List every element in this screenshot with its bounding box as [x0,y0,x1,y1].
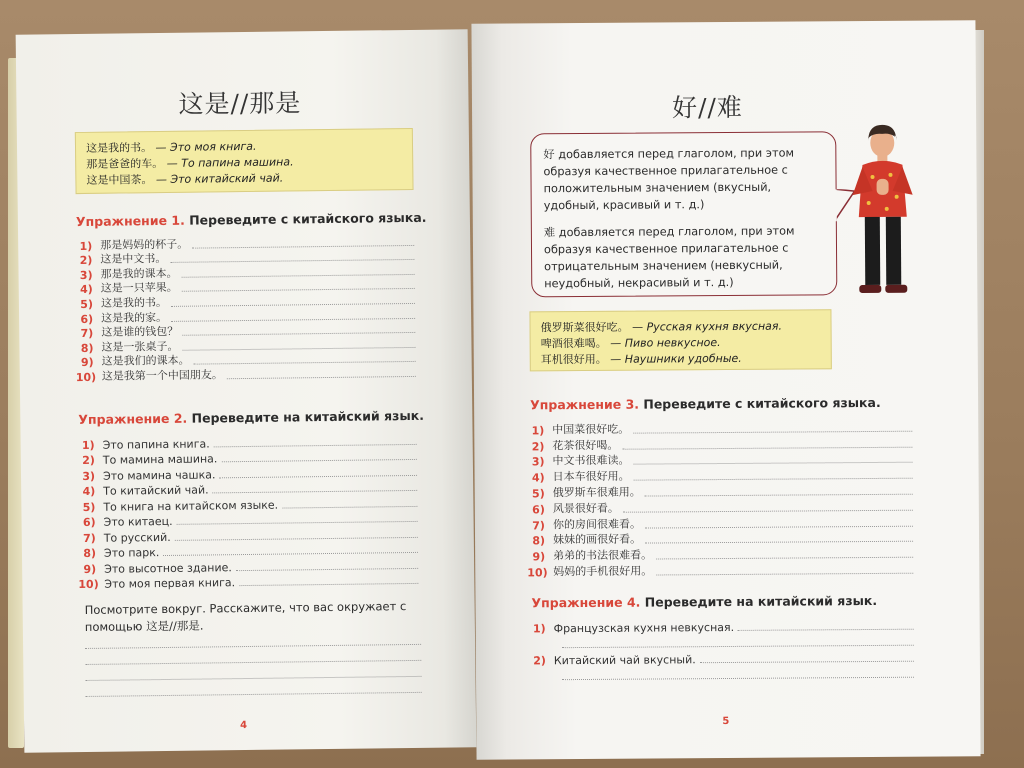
left-page [16,29,477,752]
item-text: 俄罗斯车很难用。 [552,485,641,500]
item-text: 那是妈妈的杯子。 [100,237,189,252]
explanation-positive: 好 добавляется перед глаголом, при этом образуя качественное прилагательное с положительным значением (вкусный, удобный, красивый и т. д.) [543,146,795,213]
answer-line[interactable] [562,677,914,680]
exercise-3-heading [530,395,881,412]
answer-line[interactable] [236,559,418,570]
list-item[interactable] [528,615,914,636]
answer-line[interactable] [633,422,912,433]
answer-line[interactable] [656,549,913,560]
item-number: 7) [532,518,545,532]
item-number: 8) [80,341,94,355]
teacher-figure-icon [842,121,923,300]
item-number: 2) [531,439,545,453]
item-text: Это китаец. [103,514,173,529]
exercise-instruction: Переведите на китайский язык. [640,592,878,610]
item-text: 这是我的书。 [100,295,167,310]
example-russian: — То папина машина. [163,155,294,170]
answer-line[interactable] [645,517,913,528]
item-number: 4) [531,471,545,485]
item-text: То китайский чай. [103,483,209,498]
answer-line[interactable] [163,544,418,556]
exercise-label: Упражнение 3. [530,396,640,413]
answer-line[interactable] [85,660,421,665]
item-number: 3) [79,268,93,282]
item-text: Это парк. [103,546,160,560]
example-line [541,334,821,352]
exercise-3-list [526,419,913,580]
answer-line[interactable] [177,513,418,525]
item-number: 10) [75,370,97,385]
item-number: 5) [82,500,96,514]
item-number: 4) [82,484,96,499]
answer-line[interactable] [175,528,418,540]
item-number: 1) [79,239,93,253]
item-number: 6) [80,312,94,326]
explanation-negative: 难 добавляется перед глаголом, при этом образуя качественное прилагательное с отрицательным значением (невкусный, неудобный, некрасивый и т. д.) [543,224,795,291]
answer-line[interactable] [170,251,414,263]
item-text: 弟弟的书法很难看。 [553,548,653,563]
item-text: 那是我的课本。 [100,266,178,281]
item-text: 妈妈的手机很好用。 [553,564,653,579]
answer-line[interactable] [182,280,415,292]
example-chinese: 这是我的书。 [85,141,153,155]
item-text: 妹妹的画很好看。 [552,532,642,547]
answer-line[interactable] [171,295,415,307]
item-text: Это мамина чашка. [102,467,216,483]
page-title-left: 这是//那是 [178,88,302,119]
item-text: 这是一张桌子。 [101,339,179,354]
item-text: 中文书很难读。 [552,454,630,468]
answer-line[interactable] [194,353,416,365]
item-text: 这是谁的钱包？ [101,324,179,339]
item-number: 1) [531,424,545,438]
item-number: 3) [531,455,545,469]
answer-line[interactable] [182,339,415,351]
item-number: 1) [81,438,95,452]
answer-line[interactable] [213,482,418,493]
answer-line[interactable] [656,565,913,576]
item-number: 2) [79,254,93,268]
page-number-left: 4 [240,720,248,732]
item-text: То русский. [103,530,171,545]
item-text: Это моя первая книга. [104,576,236,591]
page-number-right: 5 [722,715,730,728]
item-number: 1) [532,622,546,636]
item-number: 6) [532,503,545,517]
answer-line[interactable] [171,309,415,321]
list-item[interactable] [76,365,416,384]
example-chinese: 啤酒很难喝。 [540,336,607,351]
answer-line[interactable] [633,454,912,465]
exercise-label: Упражнение 2. [78,410,188,428]
item-text: 这是中文书。 [100,252,167,266]
answer-line[interactable] [282,497,417,508]
item-number: 5) [531,487,545,501]
answer-line[interactable] [645,533,913,544]
example-russian: — Пиво невкусное. [606,336,721,350]
item-text: То книга на китайском языке. [103,498,279,514]
item-number: 8) [532,534,546,548]
item-number: 6) [82,515,96,530]
exercise-4-list-2 [528,647,914,668]
list-item[interactable] [528,647,914,668]
item-number: 8) [83,546,97,560]
exercise-4-heading [531,593,877,610]
item-number: 7) [83,531,96,545]
exercise-2-heading [78,408,424,427]
item-text: 这是我的家。 [101,310,168,325]
example-russian: — Наушники удобные. [606,351,742,366]
example-box-left [75,128,414,194]
example-chinese: 那是爸爸的车。 [86,156,164,171]
answer-line[interactable] [86,692,422,697]
explanation-bubble [530,131,837,297]
example-russian: — Это моя книга. [151,139,257,155]
item-text: 日本车很好用。 [552,469,630,484]
exercise-instruction: Переведите с китайского языка. [184,209,427,228]
item-number: 9) [80,356,94,370]
answer-line[interactable] [239,575,418,586]
item-number: 3) [82,469,96,483]
exercise-instruction: Переведите с китайского языка. [638,394,881,412]
example-line [541,350,821,368]
item-text: 中国菜很好吃。 [552,422,630,437]
answer-line[interactable] [182,324,415,336]
exercise-1-heading [76,210,427,229]
example-chinese: 耳机很好用。 [540,352,607,367]
exercise-label: Упражнение 1. [75,212,185,230]
example-line [541,318,821,336]
item-text: 这是一只苹果。 [100,281,178,296]
exercise-label: Упражнение 4. [531,594,641,611]
exercise-instruction: Переведите на китайский язык. [187,407,425,426]
answer-line[interactable] [214,435,417,446]
exercise-1-list [74,234,416,384]
example-russian: — Русская кухня вкусная. [628,319,783,334]
answer-line[interactable] [623,501,913,512]
item-text: Это папина книга. [102,436,210,452]
item-text: Это высотное здание. [104,560,232,576]
task-text: Посмотрите вокруг. Расскажите, что вас окружает с помощью 这是//那是. [84,599,407,634]
answer-line[interactable] [192,237,414,249]
answer-line[interactable] [622,438,912,449]
item-number: 9) [532,550,546,564]
example-russian: — Это китайский чай. [152,171,284,187]
example-line [86,169,402,189]
item-text: 这是我第一个中国朋友。 [101,368,223,383]
item-text: 花茶很好喝。 [552,438,619,452]
answer-line[interactable] [219,466,417,477]
item-number: 10) [78,577,99,592]
item-text: 这是我们的课本。 [101,354,190,369]
item-number: 2) [82,453,95,468]
answer-line[interactable] [645,486,913,497]
answer-line[interactable] [181,266,414,278]
answer-line[interactable] [86,676,422,681]
item-number: 10) [527,566,548,580]
page-title-right: 好//难 [671,92,743,123]
item-text: Французская кухня невкусная. [553,620,735,636]
answer-line[interactable] [634,470,913,481]
item-text: Китайский чай вкусный. [553,653,696,668]
item-number: 9) [83,562,97,576]
exercise-2-list [77,432,419,591]
example-chinese: 俄罗斯菜很好吃。 [540,320,629,335]
answer-line[interactable] [700,653,914,663]
item-number: 5) [80,297,94,311]
item-number: 7) [80,327,94,341]
example-box-right [529,309,831,371]
item-text: То мамина машина. [102,452,218,467]
list-item[interactable] [527,561,913,579]
item-number: 2) [533,654,546,668]
answer-line[interactable] [227,368,416,379]
answer-line[interactable] [85,644,421,649]
answer-line[interactable] [738,621,914,631]
example-chinese: 这是中国茶。 [86,173,153,187]
right-page [471,20,980,760]
answer-line[interactable] [221,451,417,462]
exercise-4-list [528,615,914,636]
item-text: 风景很好看。 [552,501,619,515]
item-number: 4) [79,283,93,297]
item-text: 你的房间很难看。 [552,517,641,531]
